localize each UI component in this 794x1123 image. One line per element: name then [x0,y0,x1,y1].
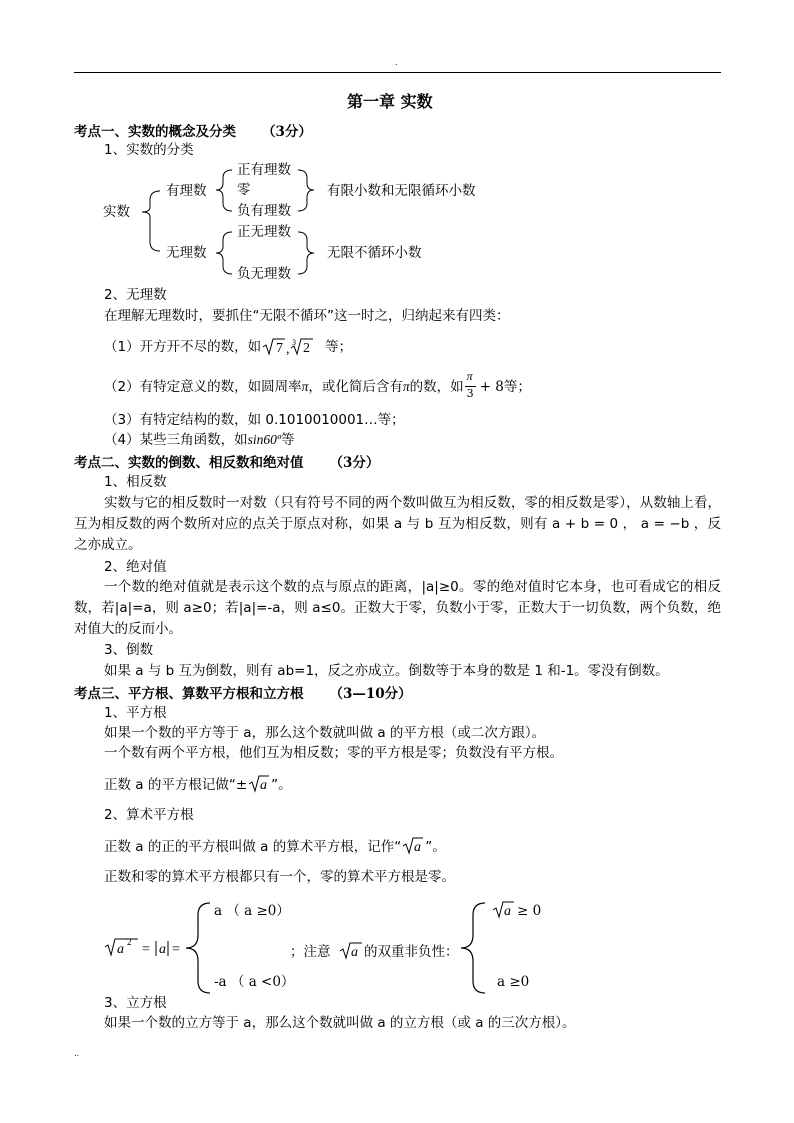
tree-zero: 零 [237,182,251,198]
tree-neg-irrational: 负无理数 [237,266,291,282]
svg-text:a: a [159,942,166,957]
section-heading-1: 考点一、实数的概念及分类 （3分） [74,124,312,140]
tree-pos-irrational: 正无理数 [237,224,291,240]
root-expressions [261,337,325,357]
svg-text:3: 3 [292,338,297,347]
svg-text:a: a [504,904,511,919]
subheading-opposite: 1、相反数 [104,474,167,490]
paragraph-absolute: 一个数的绝对值就是表示这个数的点与原点的距离，|a|≥0。零的绝对值时它本身，也可看成它的相反数，若|a|=a，则 a≥0；若|a|=-a，则 a≤0。正数大于零，负数小于零，正数大于一切负数，两个负数，绝对值大的反而小。 [74,579,721,637]
paragraph-opposite: 实数与它的相反数时一对数（只有符号不同的两个数叫做互为相反数，零的相反数是零），从数轴上看，互为相反数的两个数所对应的点关于原点对称，如果 a 与 b 互为相反数，则有 a + b = 0 ， a = −b ，反之亦成立。 [74,495,721,553]
svg-text:=: = [172,942,180,957]
tree-irrational: 无理数 [166,245,207,261]
page-title: 第一章 实数 [347,92,433,111]
nonnegativity-1: ≥ 0 [517,903,542,919]
tree-rational-desc: 有限小数和无限循环小数 [327,183,476,199]
note-label-a: ；注意 [290,944,331,960]
section-heading-2: 考点二、实数的倒数、相反数和绝对值 （3分） [74,455,380,471]
irrational-item-3: （3）有特定结构的数，如 0.1010010001…等； [104,412,405,428]
irrational-item-1: （1）开方开不尽的数，如 7 , 3 2 等； [104,338,353,357]
paragraph-square-root-notation: 正数 a 的平方根记做“± a ”。 [104,774,292,795]
paragraph-arithmetic-root-unique: 正数和零的算术平方根都只有一个，零的算术平方根是零。 [104,869,455,885]
paragraph-square-root-2: 一个数有两个平方根，他们互为相反数；零的平方根是零；负数没有平方根。 [104,745,563,761]
subheading-irrational: 2、无理数 [104,287,167,303]
svg-text:a: a [351,945,358,960]
sqrt-a-symbol [247,774,271,794]
subheading-absolute: 2、绝对值 [104,559,167,575]
svg-text:2: 2 [127,937,132,947]
subheading-classification: 1、实数的分类 [104,142,194,158]
case-negative: -a （ a <0） [214,974,295,990]
svg-text:,: , [286,342,290,357]
paragraph-reciprocal: 如果 a 与 b 互为倒数，则有 ab=1，反之亦成立。倒数等于本身的数是 1 和-1。零没有倒数。 [104,663,669,679]
paragraph-square-root-1: 如果一个数的平方等于 a，那么这个数就叫做 a 的平方根（或二次方跟）。 [104,725,546,741]
tree-root: 实数 [103,204,130,220]
paragraph-cube-root: 如果一个数的立方等于 a，那么这个数就叫做 a 的立方根（或 a 的三次方根）。 [104,1015,576,1031]
svg-text:a: a [414,840,422,855]
svg-text:7: 7 [276,341,284,356]
fraction-numerator: π [466,369,473,383]
subheading-reciprocal: 3、倒数 [104,642,154,658]
irrational-item-4: （4）某些三角函数，如sin60º等 [104,432,295,448]
tree-rational: 有理数 [166,183,207,199]
svg-text:2: 2 [303,341,311,356]
subheading-square-root: 1、平方根 [104,705,167,721]
paragraph-arithmetic-root: 正数 a 的正的平方根叫做 a 的算术平方根，记作“ a ”。 [104,836,446,857]
svg-text:a: a [117,942,124,957]
header-mark: . [395,58,398,67]
tree-irrational-desc: 无限不循环小数 [327,245,422,261]
svg-text:a: a [260,778,268,793]
nonnegativity-2: a ≥0 [497,974,530,990]
sqrt-a-symbol [401,836,425,856]
svg-text:=: = [142,942,150,957]
tree-pos-rational: 正有理数 [237,162,291,178]
tree-neg-rational: 负有理数 [237,203,291,219]
subheading-cube-root: 3、立方根 [104,995,167,1011]
section-heading-3: 考点三、平方根、算数平方根和立方根 （3—10分） [74,686,412,702]
subheading-arithmetic-root: 2、算术平方根 [104,807,194,823]
fraction-denominator: 3 [466,387,474,400]
note-label-b: 的双重非负性： [364,944,459,960]
footer-mark: .. [74,1049,80,1058]
irrational-intro: 在理解无理数时，要抓住“无限不循环”这一时之，归纳起来有四类： [104,308,510,324]
irrational-item-2: （2）有特定意义的数，如圆周率π，或化简后含有π的数，如 $\frac{\pi}{3}$ + 8等； [104,377,531,397]
case-nonnegative: a （ a ≥0） [214,903,290,919]
